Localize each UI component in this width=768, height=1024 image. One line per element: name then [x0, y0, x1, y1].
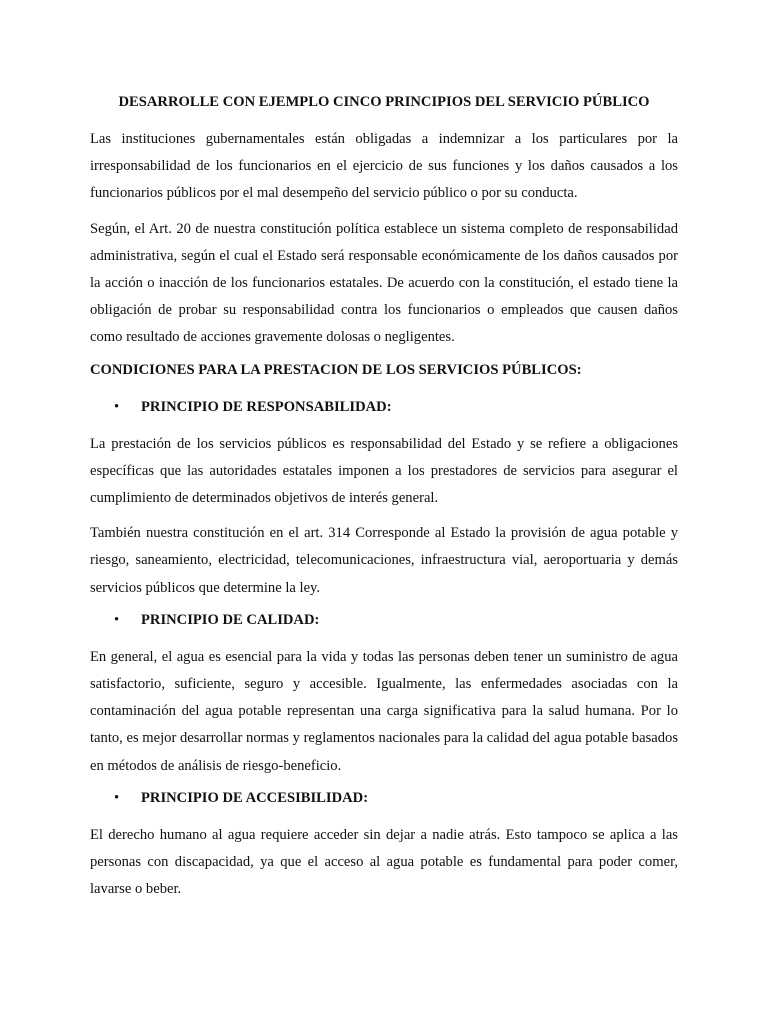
principle-heading-responsabilidad [90, 397, 678, 417]
principle-heading-label: PRINCIPIO DE ACCESIBILIDAD: [141, 789, 369, 806]
document-page [90, 92, 678, 911]
principle-heading-accesibilidad [90, 788, 678, 808]
principle-heading-calidad [90, 610, 678, 630]
principle-paragraph: La prestación de los servicios públicos es responsabilidad del Estado y se refiere a obligaciones específicas que las autoridades estatales imponen a los prestadores de servicios para asegurar el cumplimiento de determinados objetivos de interés general. [90, 435, 678, 507]
bullet-icon: • [114, 398, 120, 415]
document-title: DESARROLLE CON EJEMPLO CINCO PRINCIPIOS DEL SERVICIO PÚBLICO [118, 94, 650, 110]
principle-paragraph: También nuestra constitución en el art. 314 Corresponde al Estado la provisión de agua potable y riesgo, saneamiento, electricidad, telecomunicaciones, infraestructura vial, aeroportuaria y demás servicios públicos que determine la ley. [90, 525, 678, 596]
principle-paragraph: En general, el agua es esencial para la vida y todas las personas deben tener un suministro de agua satisfactorio, suficiente, seguro y accesible. Igualmente, las enfermedades asociadas con la contaminación del agua potable representan una carga significativa para la salud humana. Por lo tanto, es mejor desarrollar normas y reglamentos nacionales para la calidad del agua potable basados en métodos de análisis de riesgo-beneficio. [90, 648, 678, 774]
bullet-icon: • [114, 789, 120, 806]
principle-heading-label: PRINCIPIO DE RESPONSABILIDAD: [141, 398, 392, 415]
principle-paragraph: El derecho humano al agua requiere acceder sin dejar a nadie atrás. Esto tampoco se aplica a las personas con discapacidad, ya que el acceso al agua potable es fundamental para poder comer, lavarse o beber. [90, 826, 678, 898]
bullet-icon: • [114, 611, 120, 628]
intro-paragraph-1: Las instituciones gubernamentales están obligadas a indemnizar a los particulares por la irresponsabilidad de los funcionarios en el ejercicio de sus funciones y los daños causados a los funcionarios públicos por el mal desempeño del servicio público o por su conducta. [90, 131, 678, 202]
principle-heading-label: PRINCIPIO DE CALIDAD: [141, 611, 320, 628]
intro-paragraph-2: Según, el Art. 20 de nuestra constitución política establece un sistema completo de responsabilidad administrativa, según el cual el Estado será responsable económicamente de los daños causados por la acción o inacción de los funcionarios estatales. De acuerdo con la constitución, el estado tiene la obligación de probar su responsabilidad contra los funcionarios o empleados que causen daños como resultado de acciones gravemente dolosas o negligentes. [90, 220, 678, 346]
section-heading: CONDICIONES PARA LA PRESTACION DE LOS SERVICIOS PÚBLICOS: [90, 361, 582, 378]
